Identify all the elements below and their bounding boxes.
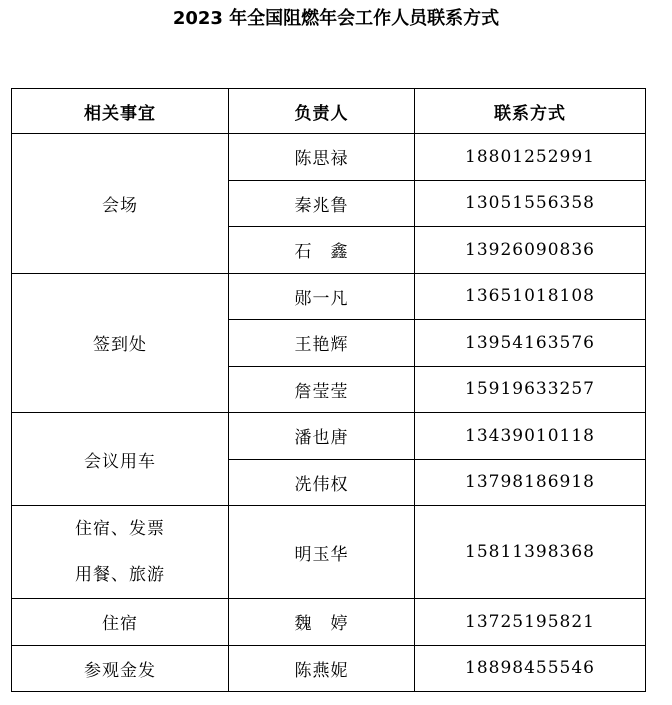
person-cell: 王艳辉 — [229, 320, 415, 367]
person-cell: 郧一凡 — [229, 273, 415, 320]
person-cell: 詹莹莹 — [229, 366, 415, 413]
table-row — [12, 599, 646, 646]
table-row — [12, 273, 646, 320]
matter-cell: 参观金发 — [12, 645, 229, 692]
phone-cell: 18801252991 — [415, 134, 646, 181]
matter-cell: 会场 — [12, 134, 229, 274]
contacts-table — [11, 88, 646, 692]
person-cell: 石 鑫 — [229, 227, 415, 274]
header-row — [12, 89, 646, 134]
phone-cell: 13725195821 — [415, 599, 646, 646]
person-cell: 秦兆鲁 — [229, 180, 415, 227]
matter-cell: 住宿 — [12, 599, 229, 646]
person-cell: 陈燕妮 — [229, 645, 415, 692]
matter-line: 住宿、发票 — [75, 519, 165, 539]
phone-cell: 13798186918 — [415, 459, 646, 506]
phone-cell: 13439010118 — [415, 413, 646, 460]
phone-cell: 13954163576 — [415, 320, 646, 367]
table-row — [12, 413, 646, 460]
table-row — [12, 645, 646, 692]
person-cell: 冼伟权 — [229, 459, 415, 506]
page-title: 2023 年全国阻燃年会工作人员联系方式 — [172, 8, 500, 29]
person-cell: 明玉华 — [229, 506, 415, 599]
phone-cell: 13051556358 — [415, 180, 646, 227]
phone-cell: 13651018108 — [415, 273, 646, 320]
header-contact: 联系方式 — [415, 89, 646, 134]
person-cell: 魏 婷 — [229, 599, 415, 646]
phone-cell: 15811398368 — [415, 506, 646, 599]
matter-cell: 会议用车 — [12, 413, 229, 506]
person-cell: 潘也唐 — [229, 413, 415, 460]
phone-cell: 15919633257 — [415, 366, 646, 413]
header-person: 负责人 — [229, 89, 415, 134]
matter-cell: 签到处 — [12, 273, 229, 413]
header-matter: 相关事宜 — [12, 89, 229, 134]
person-cell: 陈思禄 — [229, 134, 415, 181]
matter-line: 用餐、旅游 — [75, 565, 165, 585]
table-row — [12, 134, 646, 181]
phone-cell: 18898455546 — [415, 645, 646, 692]
table-row — [12, 506, 646, 599]
phone-cell: 13926090836 — [415, 227, 646, 274]
matter-cell — [12, 506, 229, 599]
